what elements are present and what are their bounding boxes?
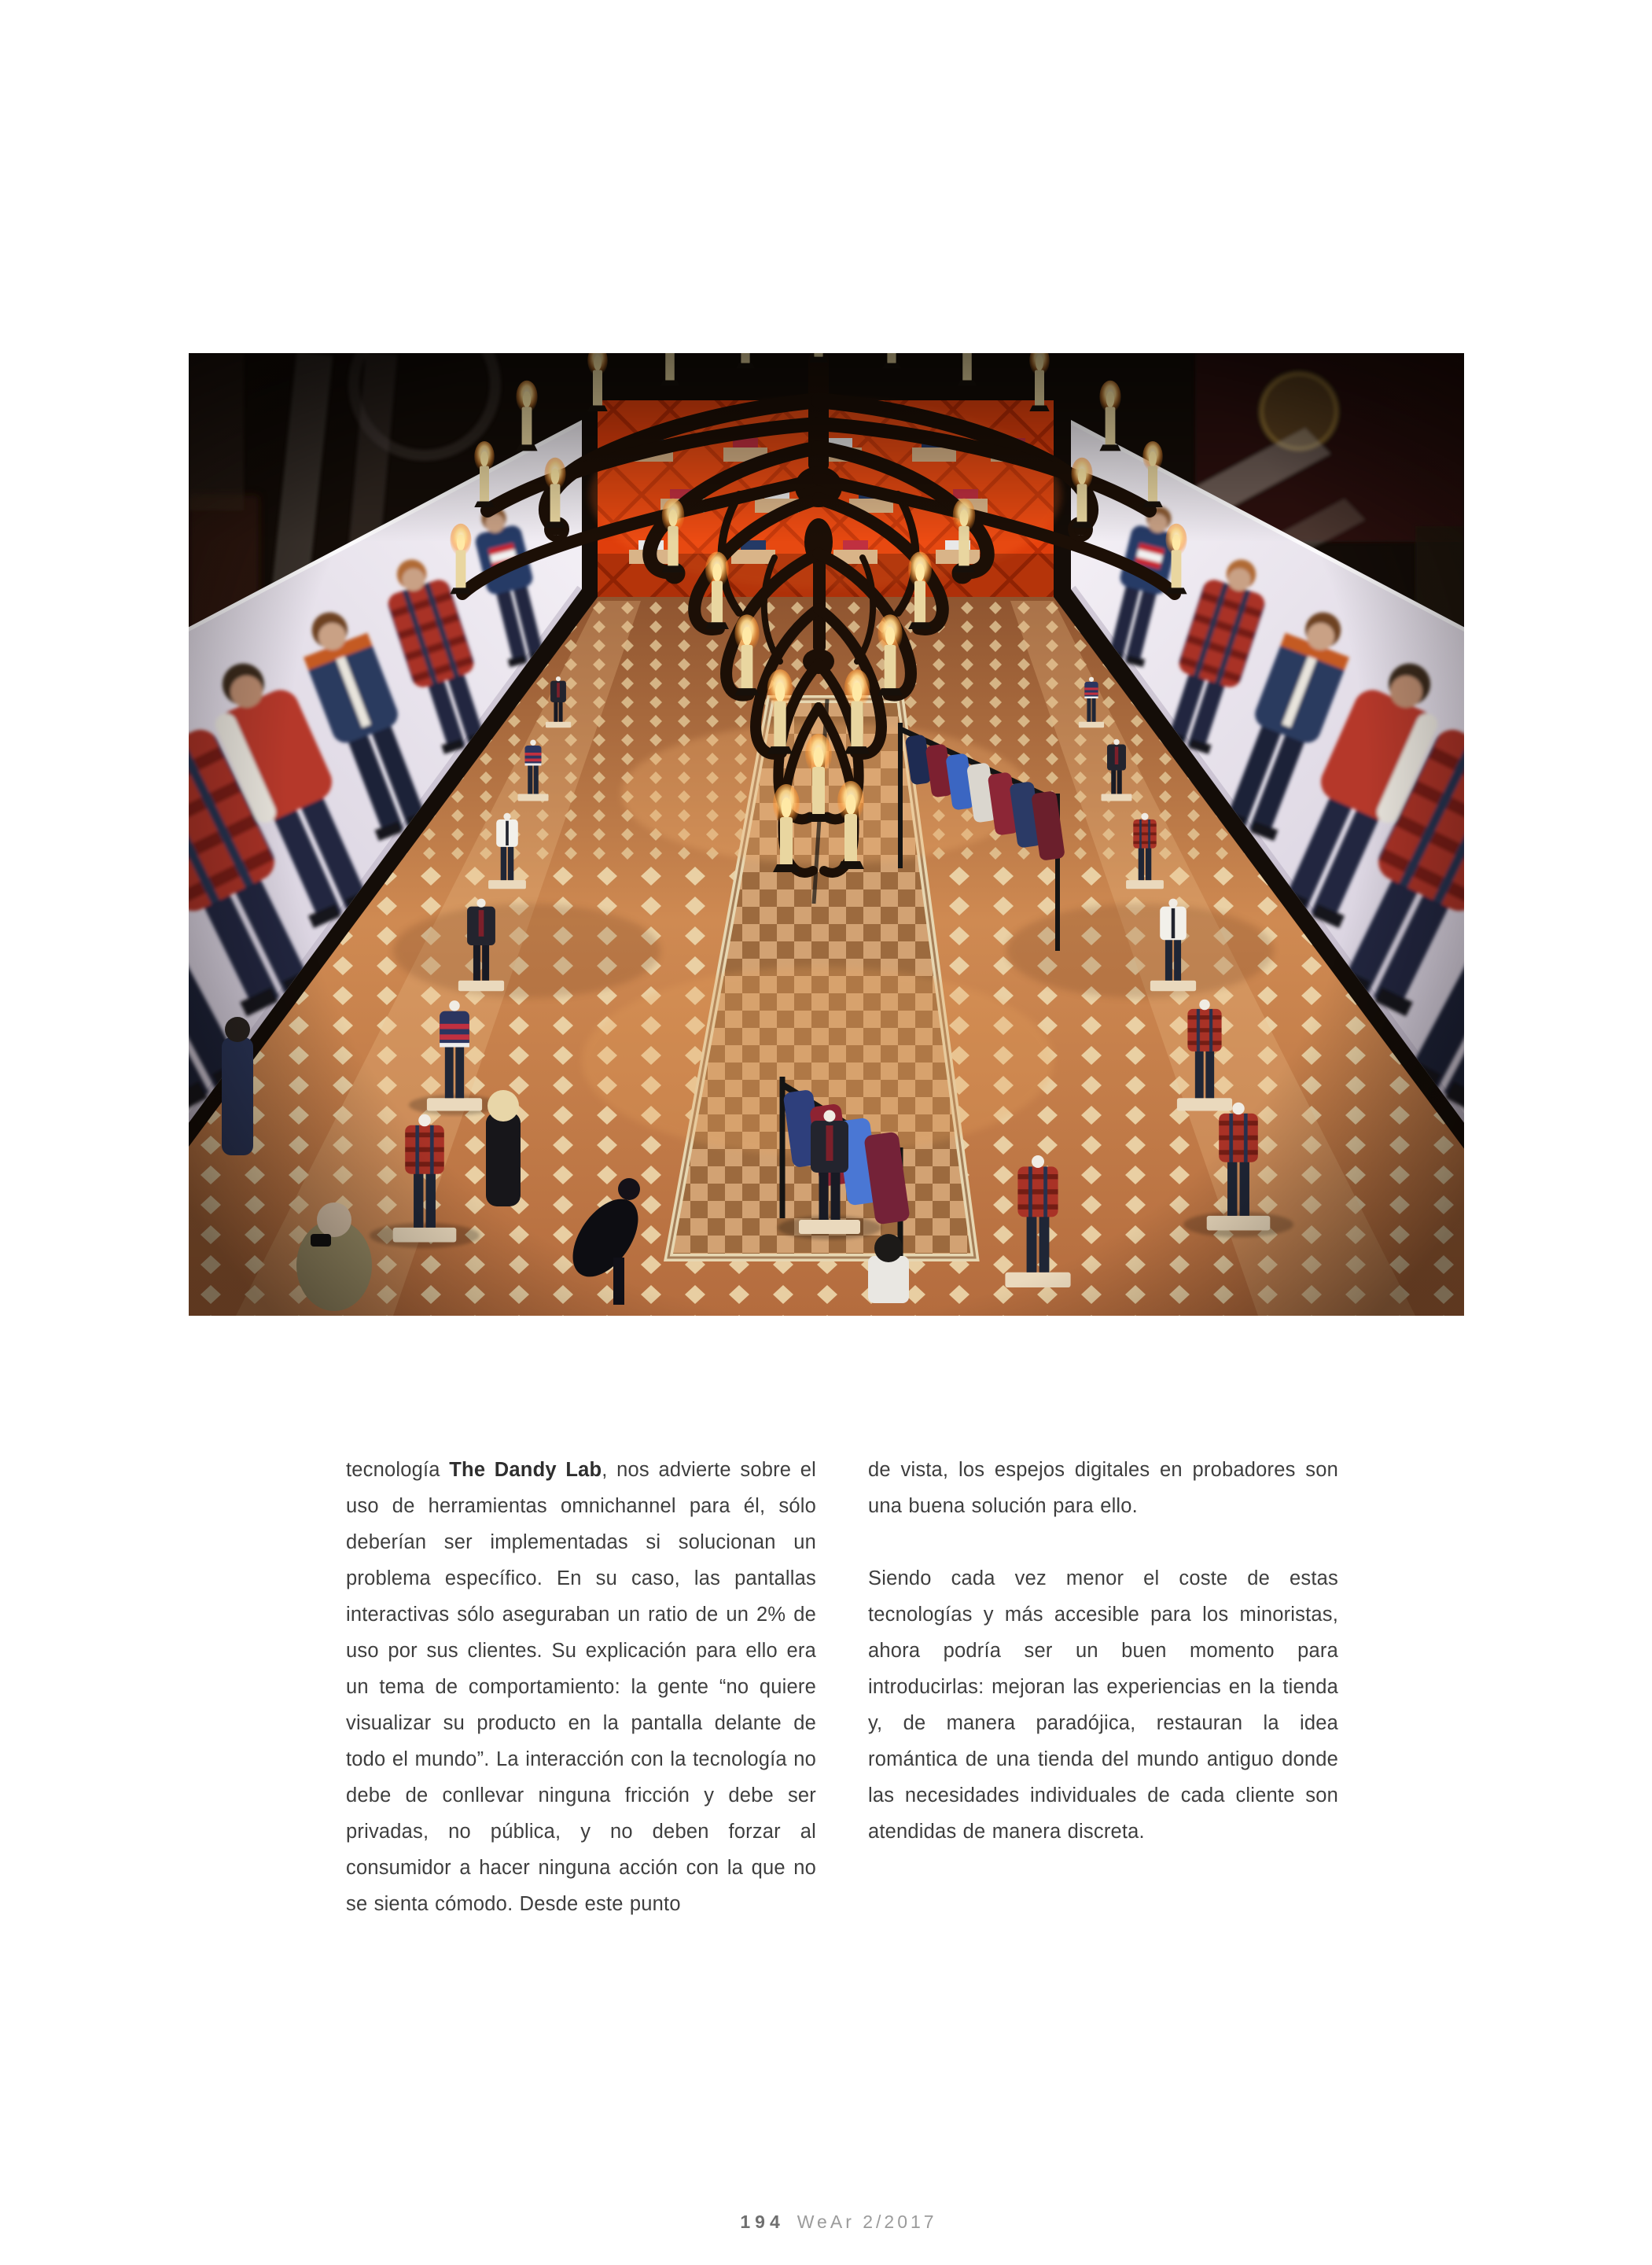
paragraph: de vista, los espejos digitales en probadores son una buena solución para ello. (868, 1459, 1338, 1517)
paragraph: Siendo cada vez menor el coste de estas tecnologías y más accesible para los minoristas, ahora podría ser un buen momento para introducirlas: mejoran las experiencias en la tienda y, de manera paradójica, restauran la idea romántica de una tienda del mundo antiguo donde las necesidades individuales de cada cliente son atendidas de manera discreta. (868, 1567, 1338, 1843)
paragraph-text: , nos advierte sobre el uso de herramientas omnichannel para él, sólo deberían ser implementadas si solucionan un problema específico. En su caso, las pantallas interactivas sólo aseguraban un ratio de un 2% de uso por sus clientes. Su explicación para ello era un tema de comportamiento: la gente “no quiere visualizar su producto en la pantalla delante de todo el mundo”. La interacción con la tecnología no debe de conllevar ninguna fricción y debe ser privadas, no pública, y no deben forzar al consumidor a hacer ninguna acción con la que no se sienta cómodo. Desde este punto (346, 1459, 817, 1915)
article-column-left (346, 1452, 816, 1922)
exhibition-photo-illustration (189, 353, 1464, 1316)
article-body (346, 1452, 1338, 1922)
vignette (189, 353, 1464, 1316)
page-number: 194 (740, 2212, 785, 2232)
article-column-right (868, 1452, 1338, 1922)
brand-name-bold: The Dandy Lab (449, 1459, 602, 1481)
paragraph-text: tecnología (346, 1459, 450, 1481)
magazine-issue: WeAr 2/2017 (797, 2212, 937, 2232)
exhibition-photo (189, 353, 1464, 1316)
page-footer (0, 2212, 1652, 2233)
paragraph (346, 1452, 816, 1922)
